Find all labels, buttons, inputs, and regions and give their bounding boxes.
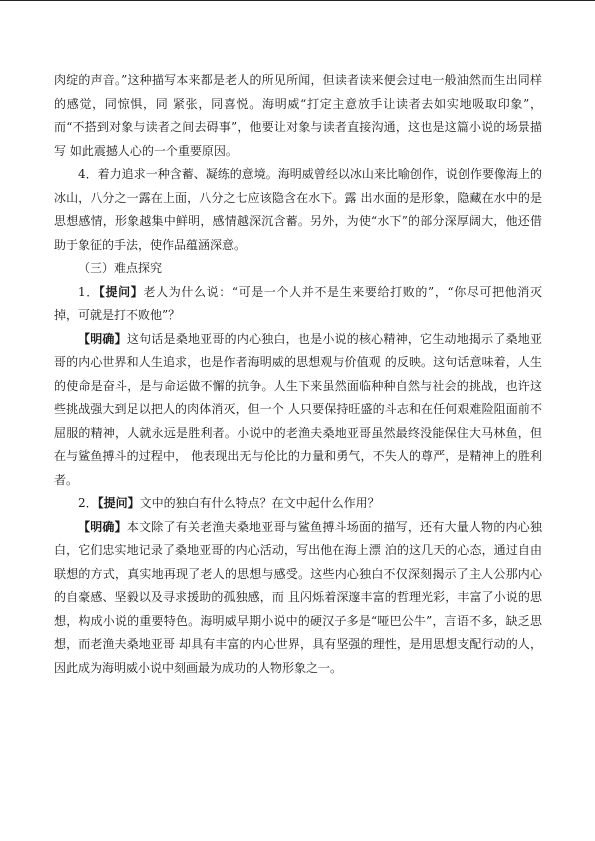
- answer-1-tag: 【明确】: [78, 331, 127, 346]
- question-2-number: 2．: [78, 496, 98, 510]
- answer-2-text: 本文除了有关老渔夫桑地亚哥与鲨鱼搏斗场面的描写，还有大量人物的内心独白，它们忠实地记录了桑地亚哥的内心活动，写出他在海上漂 泊的这几天的心态，通过自由联想的方式，真实地再现了老人的思想与感受。这些内心独白不仅深刻揭示了主人公那内心的自豪感、坚毅以及寻求援助的孤独感，而 且闪烁着深邃丰富的哲理光彩，丰富了小说的思想，构成小说的重要特色。海明威早期小说中的硬汉子多是“哑巴公牛”，言语不多，缺乏思想，而老渔夫桑地亚哥 却具有丰富的内心世界，具有坚强的理性，是用思想支配行动的人，因此成为海明威小说中刻画最为成功的人物形象之一。: [54, 519, 542, 675]
- answer-2: [54, 516, 542, 681]
- answer-1: [54, 328, 542, 493]
- item-4-paragraph: 4．着力追求一种含蓄、凝练的意境。海明威曾经以冰山来比喻创作，说创作要像海上的冰山，八分之一露在上面，八分之七应该隐含在水下。露 出水面的是形象，隐藏在水中的是思想感情，形象越集中鲜明，感情越深沉含蓄。另外，为使“水下”的部分深厚阔大，他还借助于象征的手法，使作品蕴涵深意。: [54, 167, 542, 252]
- question-2: [54, 492, 542, 516]
- document-body: [54, 69, 542, 680]
- question-2-text: 文中的独白有什么特点？在文中起什么作用？: [139, 496, 380, 510]
- paragraph-continued: 肉绽的声音。”这种描写本来都是老人的所见所闻，但读者读来便会过电一般油然而生出同样的感觉，同惊惧，同 紧张，同喜悦。海明威“打定主意放手让读者去如实地吸取印象”，而“不搭到对象与读者之间去碍事”，他要让对象与读者直接沟通，这也是这篇小说的场景描写 如此震撼人心的一个重要原因。: [54, 73, 542, 158]
- question-1-tag: 【提问】: [98, 284, 144, 299]
- header-rule: [0, 0, 595, 1]
- answer-2-tag: 【明确】: [78, 519, 127, 534]
- question-1-text: 老人为什么说：“可是一个人并不是生来要给打败的”，“你尽可把他消灭掉，可就是打不败他”？: [54, 284, 542, 322]
- section-heading: （三）难点探究: [78, 261, 163, 275]
- question-2-tag: 【提问】: [97, 496, 140, 510]
- question-1: [54, 281, 542, 328]
- question-1-number: 1．: [78, 284, 99, 299]
- answer-1-text: 这句话是桑地亚哥的内心独白，也是小说的核心精神，它生动地揭示了桑地亚哥的内心世界和人生追求，也是作者海明威的思想观与价值观 的反映。这句话意味着，人生的使命是奋斗，是与命运做不懈的抗争。人生下来虽然面临种种自然与社会的挑战，也许这些挑战强大到足以把人的肉体消灭，但一个 人只要保持旺盛的斗志和在任何艰难险阻面前不屈服的精神，人就永远是胜利者。小说中的老渔夫桑地亚哥虽然最终没能保住大马林鱼，但在与鲨鱼搏斗的过程中， 他表现出无与伦比的力量和勇气，不失人的尊严，是精神上的胜利者。: [54, 331, 542, 487]
